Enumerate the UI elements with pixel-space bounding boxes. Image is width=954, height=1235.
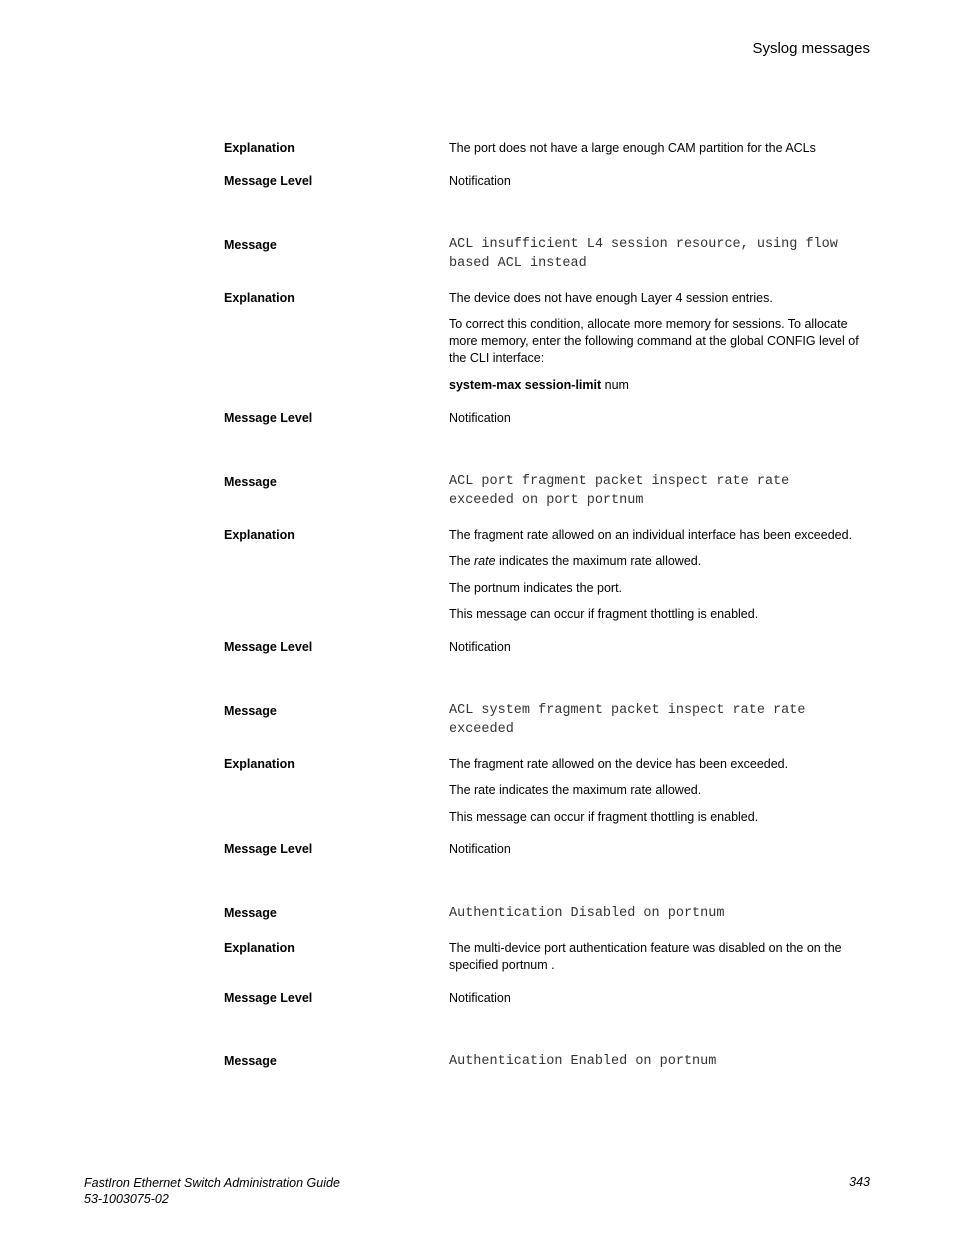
message-label: Message <box>224 475 277 489</box>
message-level-value: Notification <box>449 991 511 1005</box>
explanation-paragraph: To correct this condition, allocate more memory for sessions. To allocate more memory, enter the following command at the global CONFIG level of the CLI interface: <box>449 317 859 365</box>
message-level-label: Message Level <box>224 411 313 425</box>
command-keyword: system-max session-limit <box>449 378 602 392</box>
explanation-label: Explanation <box>224 141 295 155</box>
section-header: Syslog messages <box>752 40 870 57</box>
page-number: 343 <box>849 1175 870 1189</box>
message-level-label: Message Level <box>224 842 313 856</box>
explanation-paragraph: This message can occur if fragment thottling is enabled. <box>449 810 759 824</box>
text-span: indicates the maximum rate allowed. <box>495 554 702 568</box>
explanation-paragraph: The device does not have enough Layer 4 session entries. <box>449 291 773 305</box>
message-label: Message <box>224 1054 277 1068</box>
message-line: based ACL instead <box>449 255 587 271</box>
explanation-paragraph <box>449 553 869 570</box>
explanation-paragraph: The rate indicates the maximum rate allowed. <box>449 783 702 797</box>
guide-title: FastIron Ethernet Switch Administration Guide <box>84 1176 340 1190</box>
message-text <box>449 236 869 273</box>
message-level-label: Message Level <box>224 991 313 1005</box>
explanation-label: Explanation <box>224 941 295 955</box>
message-text <box>449 702 869 739</box>
message-line: ACL port fragment packet inspect rate rate <box>449 474 790 489</box>
explanation-text: The port does not have a large enough CAM partition for the ACLs <box>449 141 816 155</box>
message-level-value: Notification <box>449 640 511 654</box>
explanation-paragraph: The fragment rate allowed on an individual interface has been exceeded. <box>449 528 853 542</box>
message-level-value: Notification <box>449 411 511 425</box>
message-line: ACL system fragment packet inspect rate rate <box>449 703 806 718</box>
message-label: Message <box>224 238 277 252</box>
message-line: ACL insufficient L4 session resource, using flow <box>449 237 838 252</box>
explanation-label: Explanation <box>224 757 295 771</box>
text-span: The <box>449 554 475 568</box>
message-label: Message <box>224 704 277 718</box>
message-level-value: Notification <box>449 174 511 188</box>
message-level-label: Message Level <box>224 640 313 654</box>
command-syntax <box>449 377 869 394</box>
explanation-label: Explanation <box>224 291 295 305</box>
explanation-label: Explanation <box>224 528 295 542</box>
message-text: Authentication Disabled on portnum <box>449 906 725 921</box>
message-label: Message <box>224 906 277 920</box>
message-level-value: Notification <box>449 842 511 856</box>
message-text: Authentication Enabled on portnum <box>449 1054 717 1069</box>
doc-number: 53-1003075-02 <box>84 1192 169 1206</box>
explanation-paragraph: This message can occur if fragment thottling is enabled. <box>449 607 759 621</box>
explanation-paragraph: The multi-device port authentication feature was disabled on the on the specified portnum . <box>449 941 842 972</box>
command-argument: num <box>601 378 629 392</box>
italic-term: rate <box>474 554 496 568</box>
explanation-paragraph: The fragment rate allowed on the device has been exceeded. <box>449 757 789 771</box>
message-level-label: Message Level <box>224 174 313 188</box>
explanation-paragraph: The portnum indicates the port. <box>449 581 623 595</box>
footer-doc-info <box>84 1175 340 1207</box>
message-line: exceeded <box>449 721 514 737</box>
message-text <box>449 473 869 510</box>
message-line: exceeded on port portnum <box>449 492 644 508</box>
